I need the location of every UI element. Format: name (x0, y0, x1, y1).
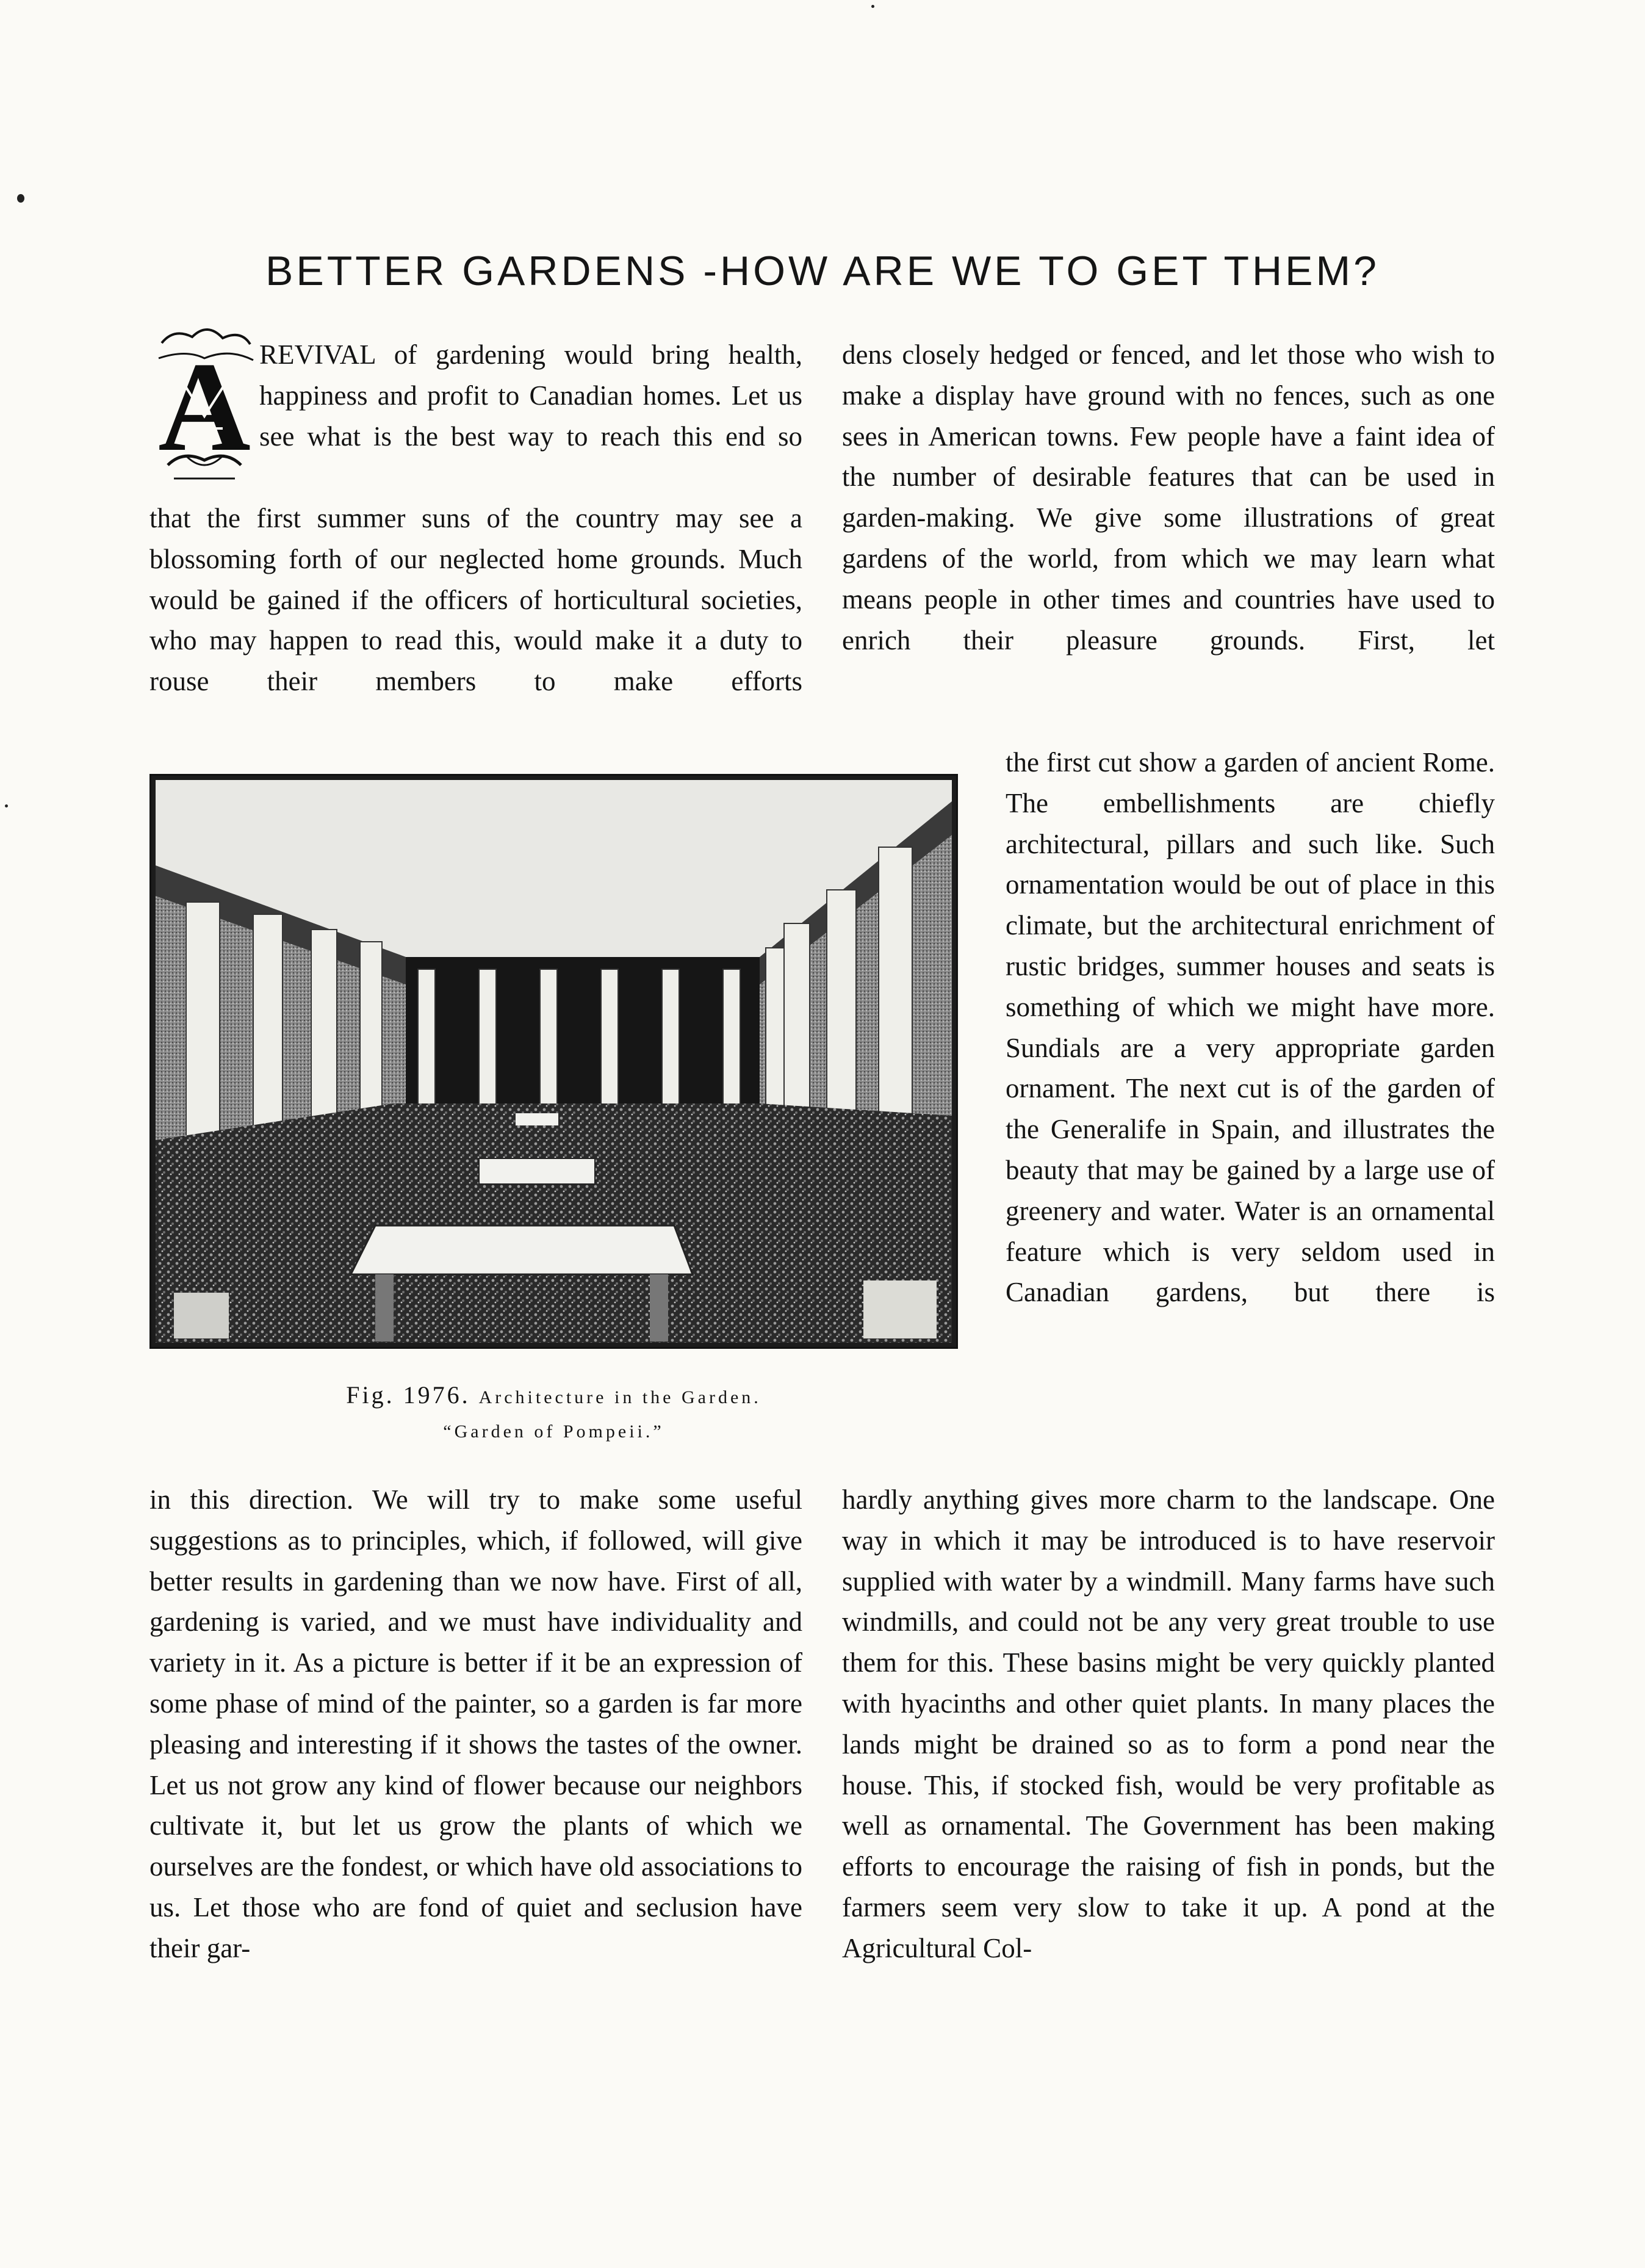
figure-caption-line-2 (149, 1415, 958, 1443)
scan-speck (5, 804, 8, 807)
right-col-para-beside-figure: the first cut show a garden of ancient Rome. The embellishments are chiefly architectural, pillars and such like. Such ornamentation would be out of place in this climate, but the architectural enrichment of rustic bridges, summer houses and seats is something of which we might have more. Sundials are a very appropriate garden ornament. The next cut is of the garden of the Generalife in Spain, and illustrates the beauty that may be gained by a large use of greenery and water. Water is an ornamental feature which is very seldom used in Canadian gardens, but there is (1006, 747, 1495, 1308)
figure-photo-garden-of-pompeii (149, 774, 958, 1349)
drop-cap-ornament (149, 325, 259, 483)
left-col-para-after-figure: in this direction. We will try to make some useful suggestions as to principles, which, if followed, will give better results in gardening than we now have. First of all, gardening is varied, and we must have individuality and variety in it. As a picture is better if it be an expression of some phase of mind of the painter, so a garden is far more pleasing and interesting if it shows the tastes of the owner. Let us not grow any kind of flower because our neighbors cultivate it, but let us grow the plants of which we ourselves are the fondest, or which have old associations to us. Let those who are fond of quiet and seclusion have their gar- (149, 1484, 802, 1963)
scan-speck (871, 5, 874, 8)
right-col-para-top: dens closely hedged or fenced, and let those who wish to make a display have ground with no fences, such as one sees in American towns. Few people have a faint idea of the number of desirable features that can be used in garden-making. We give some illustrations of great gardens of the world, from which we may learn what means people in other times and countries have used to enrich their pleasure grounds. First, let (842, 339, 1495, 655)
drop-cap-letter: A (158, 336, 251, 478)
figure-number: Fig. 1976. (346, 1381, 470, 1409)
left-col-para-before-figure: that the first summer suns of the country may see a blossoming forth of our neglected home grounds. Much would be gained if the officers of horticultural societies, who may happen to read this, would make it a duty to rouse their members to make efforts (149, 503, 802, 697)
scan-speck (17, 194, 24, 203)
figure-title: Architecture in the Garden. (478, 1387, 761, 1407)
page-title: BETTER GARDENS -HOW ARE WE TO GET THEM? (265, 248, 1380, 294)
right-col-para-bottom: hardly anything gives more charm to the landscape. One way in which it may be introduced is to have reservoir supplied with water by a windmill. Many farms have such windmills, and could not be any very great trouble to use them for this. These basins might be very quickly planted with hyacinths and other quiet plants. In many places the lands might be drained so as to form a pond near the house. This, if stocked fish, would be very profitable as well as ornamental. The Government has been making efforts to encourage the raising of fish in ponds, but the farmers seem very slow to take it up. A pond at the Agricultural Col- (842, 1484, 1495, 1963)
left-col-para-beside-cap: REVIVAL of gardening would bring health, happiness and profit to Canadian homes. Let us see what is the best way to reach this end so (259, 339, 802, 452)
figure-subtitle: “Garden of Pompeii.” (443, 1421, 664, 1442)
figure-caption-line-1 (149, 1381, 958, 1409)
